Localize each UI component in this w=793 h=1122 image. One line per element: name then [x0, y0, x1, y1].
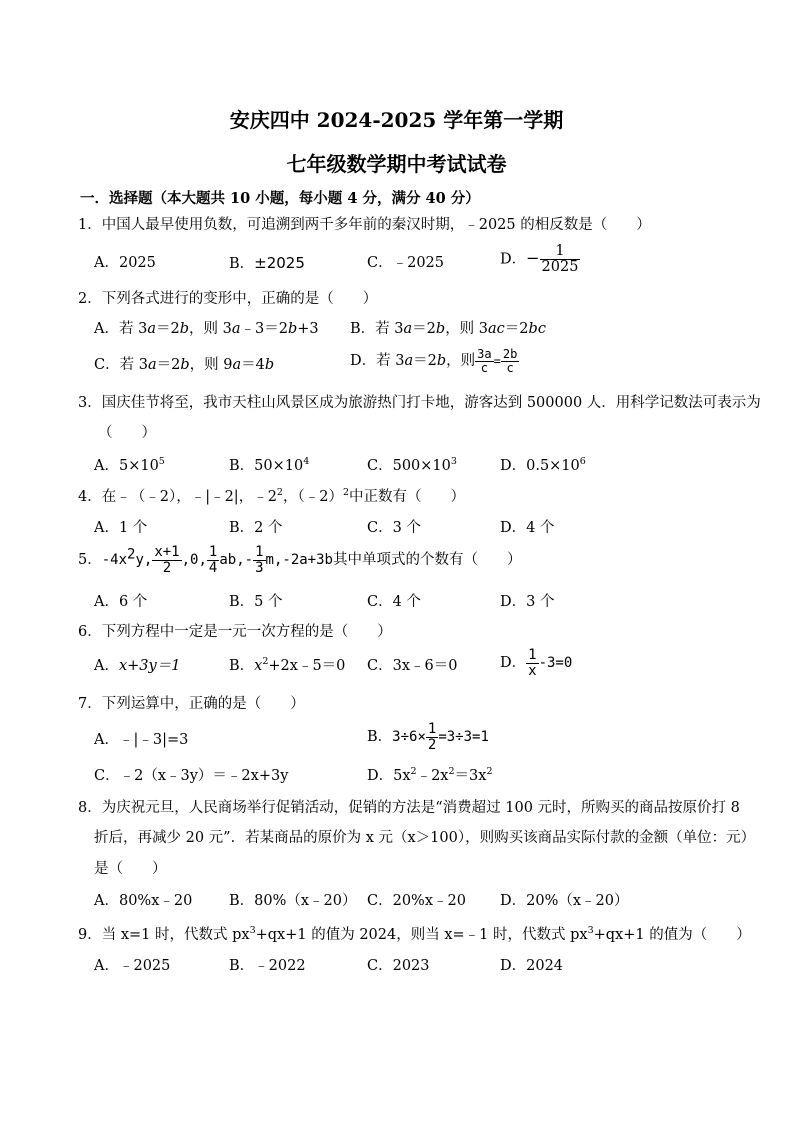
- q6-option-a: A．x+3y＝1: [94, 658, 181, 674]
- question-3-stem: 3．国庆佳节将至，我市天柱山风景区成为旅游热门打卡地，游客达到 500000 人．用科学记数法可表示为: [78, 395, 761, 411]
- question-3-stem-cont: （ ）: [98, 425, 156, 441]
- question-7-stem: 7．下列运算中，正确的是（ ）: [78, 696, 305, 712]
- q2-d-fraction-left: $\frac{3a}{c}$: [477, 347, 492, 375]
- q8-option-a: A．80%x﹣20: [94, 893, 193, 909]
- q5-fraction-3: $\frac{1}{3}$: [255, 544, 264, 576]
- q6-d-fraction: $\frac{1}{x}$: [528, 647, 537, 679]
- question-5-stem: 5．$-4x^2y$, $\frac{x+1}{2}$ ,0, $\frac{1}{4}$ ab,- $\frac{1}{3}$ m,-2a+3b其中单项式的个数有（ ）: [78, 544, 522, 576]
- q7-option-d: D．$5x^2﹣2x^2=3x^2$: [367, 766, 493, 784]
- q7-b-fraction: $\frac{1}{2}$: [427, 721, 437, 753]
- q5-fraction-2: $\frac{1}{4}$: [208, 544, 218, 576]
- exam-title-line2: 七年级数学期中考试试卷: [286, 152, 507, 176]
- exam-title-line1: 安庆四中 2024-2025 学年第一学期: [229, 108, 564, 132]
- q7-option-b: B．3÷6× $\frac{1}{2}$ =3÷3=1: [367, 721, 489, 753]
- q2-option-b: B．若 3a＝2b，则 3ac＝2bc: [350, 321, 546, 337]
- q5-option-d: D．3 个: [500, 594, 555, 610]
- question-9-stem: 9．当 x=1 时，代数式 $px^3+qx+1$ 的值为 2024，则当 x=﹣1 时，代数式 $px^3+qx+1$ 的值为（ ）: [78, 925, 751, 943]
- q3-option-c: C．$500\times 10^3$: [367, 456, 457, 474]
- q9-option-b: B．﹣2022: [229, 958, 306, 974]
- question-4-stem: 4．在﹣（﹣2），﹣|﹣2|，$﹣2^2$，（﹣2）$^2$中正数有（ ）: [78, 487, 465, 505]
- q6-option-d: D． $\frac{1}{x}$ -3=0: [500, 647, 573, 679]
- question-6-stem: 6．下列方程中一定是一元一次方程的是（ ）: [78, 624, 392, 640]
- q4-option-c: C．3 个: [367, 520, 421, 536]
- question-8-line1: 8．为庆祝元旦，人民商场举行促销活动，促销的方法是“消费超过 100 元时，所购买的商品按原价打 8: [78, 800, 740, 816]
- question-8-line2: 折后，再减少 20 元”．若某商品的原价为 x 元（x＞100），则购买该商品实际付款的金额（单位：元）: [94, 830, 756, 846]
- q1-option-c: C．﹣2025: [367, 255, 444, 271]
- question-1-stem: 1．中国人最早使用负数，可追溯到两千多年前的秦汉时期，﹣2025 的相反数是（ ）: [78, 217, 651, 233]
- q6-option-c: C．3x﹣6＝0: [367, 658, 458, 674]
- q1-d-fraction: $\frac{1}{2025}$: [541, 243, 579, 276]
- q9-option-a: A．﹣2025: [94, 958, 171, 974]
- q3-option-a: A．$5\times 10^5$: [94, 456, 165, 474]
- q3-option-b: B．$50\times 10^4$: [229, 456, 310, 474]
- q9-option-c: C．2023: [367, 958, 430, 974]
- q5-option-c: C．4 个: [367, 594, 421, 610]
- q2-option-d: D．若 3a＝2b，则 $\frac{3a}{c}$ = $\frac{2b}{c}$: [350, 347, 518, 375]
- q8-option-b: B．80%（x﹣20）: [229, 893, 357, 909]
- q1-option-a: A．2025: [94, 255, 156, 271]
- question-2-stem: 2．下列各式进行的变形中，正确的是（ ）: [78, 291, 378, 307]
- q1-option-b: B．±2025: [229, 254, 305, 272]
- q4-option-d: D．4 个: [500, 520, 555, 536]
- section-heading: 一．选择题（本大题共 10 小题，每小题 4 分，满分 40 分）: [80, 190, 480, 207]
- q9-option-d: D．2024: [500, 958, 564, 974]
- q7-option-a: A．﹣|﹣3|=3: [94, 732, 189, 748]
- q2-option-a: A．若 3a＝2b，则 3a﹣3＝2b+3: [94, 321, 319, 337]
- q7-option-c: C．﹣2（x﹣3y）＝﹣2x+3y: [94, 768, 289, 784]
- q5-fraction-1: $\frac{x+1}{2}$: [154, 544, 180, 576]
- q2-option-c: C．若 3a＝2b，则 9a＝4b: [94, 357, 275, 373]
- q2-d-fraction-right: $\frac{2b}{c}$: [502, 347, 518, 375]
- q4-option-b: B．2 个: [229, 520, 283, 536]
- question-8-line3: 是（ ）: [94, 861, 167, 877]
- q1-option-d: D．− $\frac{1}{2025}$: [500, 243, 579, 276]
- q5-option-b: B．5 个: [229, 594, 283, 610]
- q3-option-d: D．$0.5\times 10^6$: [500, 456, 586, 474]
- q8-option-c: C．20%x﹣20: [367, 893, 466, 909]
- q8-option-d: D．20%（x﹣20）: [500, 893, 629, 909]
- q5-option-a: A．6 个: [94, 594, 148, 610]
- q6-option-b: B．$x^2+2x﹣5=0$: [229, 656, 346, 674]
- q4-option-a: A．1 个: [94, 520, 148, 536]
